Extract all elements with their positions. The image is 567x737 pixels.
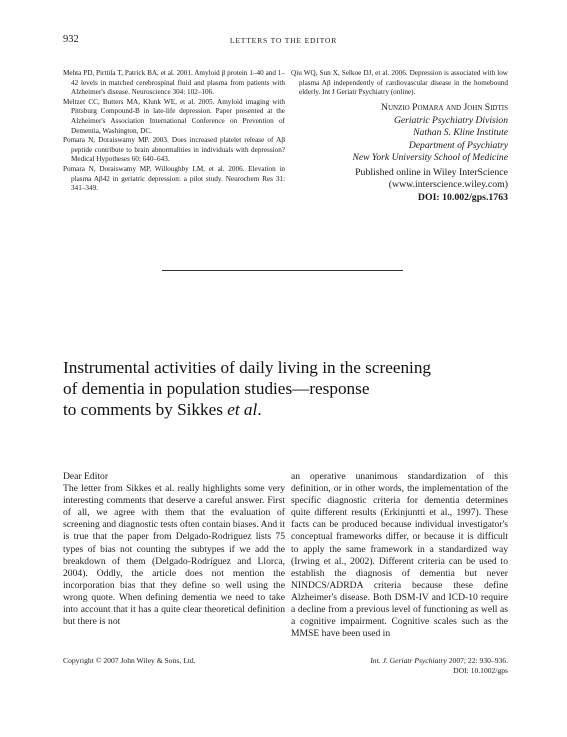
title-line: of dementia in population studies—response — [63, 379, 370, 398]
publication-line: Published online in Wiley InterScience — [355, 167, 508, 178]
reference-list-right — [291, 69, 508, 98]
salutation: Dear Editor — [63, 471, 109, 482]
footer-journal: Int. J. Geriatr Psychiatry — [370, 656, 447, 665]
signature-division: Geriatric Psychiatry Division — [393, 114, 508, 126]
publication-url[interactable]: (www.interscience.wiley.com) — [388, 179, 508, 191]
signature-department: Department of Psychiatry — [408, 139, 508, 151]
title-line: Instrumental activities of daily living in the screening — [63, 358, 432, 377]
running-head: LETTERS TO THE EDITOR — [229, 36, 338, 45]
footer-doi: DOI: 10.1002/gps — [453, 666, 508, 675]
author-signature — [278, 102, 508, 165]
footer-citation — [370, 656, 508, 676]
signature-school: New York University School of Medicine — [352, 152, 508, 163]
section-divider — [162, 270, 403, 271]
signature-institute: Nathan S. Kline Institute — [413, 127, 508, 138]
footer-copyright: Copyright © 2007 John Wiley & Sons, Ltd. — [63, 656, 196, 665]
footer-volume: 2007; 22: 930–936. — [448, 656, 508, 665]
article-title — [63, 357, 483, 420]
publication-doi: DOI: 10.002/gps.1763 — [417, 191, 508, 203]
body-paragraph: The letter from Sikkes et al. really highlights some very interesting comments that deserve a careful answer. First of all, we agree with them that the evaluation of screening and diagnostic tests often contain biases. And it is true that the paper from Delgado-Rodriguez lists 75 types of bias not counting the subtypes if we add the breakdown of them (Delgado-Rodríguez and Llorca, 2004). Oddly, the article does not mention the incorporation bias that they define so well using the wrong quote. When defining dementia we need to take into account that it has a quite clear theoretical definition but there is not — [63, 483, 285, 628]
reference-entry: Mehta PD, Pirttila T, Patrick BA, et al. 2001. Amyloid β protein 1–40 and 1–42 levels in matched cerebrospinal fluid and plasma from patients with Alzheimer's disease. Neuroscience 304: 102–106. — [63, 69, 285, 97]
body-column-left — [63, 471, 285, 628]
page-number: 932 — [63, 34, 79, 45]
publication-info — [278, 167, 508, 204]
body-column-right — [291, 471, 508, 640]
reference-entry: Pomara N, Doraiswamy MP. 2003. Does increased platelet release of Aβ peptide contribute to brain abnormalities in individuals with depression? Medical Hypotheses 60: 640–643. — [63, 136, 285, 164]
body-paragraph: an operative unanimous standardization of this definition, or in other words, the implementation of the specific diagnostic criteria for dementia determines quite different results (Erkinjuntti et al., 1997). These facts can be produced because individual investigator's conceptual frameworks differ, or because it is difficult to apply the same framework in a standardized way (Irwing et al., 2002). Different criteria can be used to establish the diagnosis of dementia but never NINDCS/ADRDA criteria because these define Alzheimer's disease. Both DSM-IV and ICD-10 require a decline from a previous level of functioning as well as a cognitive impairment. Cognitive scales such as the MMSE have been used in — [291, 471, 508, 640]
signature-authors: Nunzio Pomara and John Sidtis — [381, 102, 508, 113]
reference-entry: Meltzer CC, Butters MA, Klunk WE, et al. 2005. Amyloid imaging with Pittsburg Compound-B in late-life depression. Paper presented at the Alzheimer's Association International Conference on Prevention of Dementia, Washington, DC. — [63, 97, 285, 135]
reference-entry: Qiu WQ, Sun X, Selkoe DJ, et al. 2006. Depression is associated with low plasma Aβ independently of cardiovascular disease in the homebound elderly. Int J Geriatr Psychiatry (online). — [291, 69, 508, 97]
reference-list-left — [63, 69, 285, 194]
title-line: to comments by Sikkes et al. — [63, 400, 262, 419]
reference-entry: Pomara N, Doraiswamy MP, Willoughby LM, et al. 2006. Elevation in plasma Aβ42 in geriatric depression: a pilot study. Neurochem Res 31: 341–349. — [63, 164, 285, 193]
